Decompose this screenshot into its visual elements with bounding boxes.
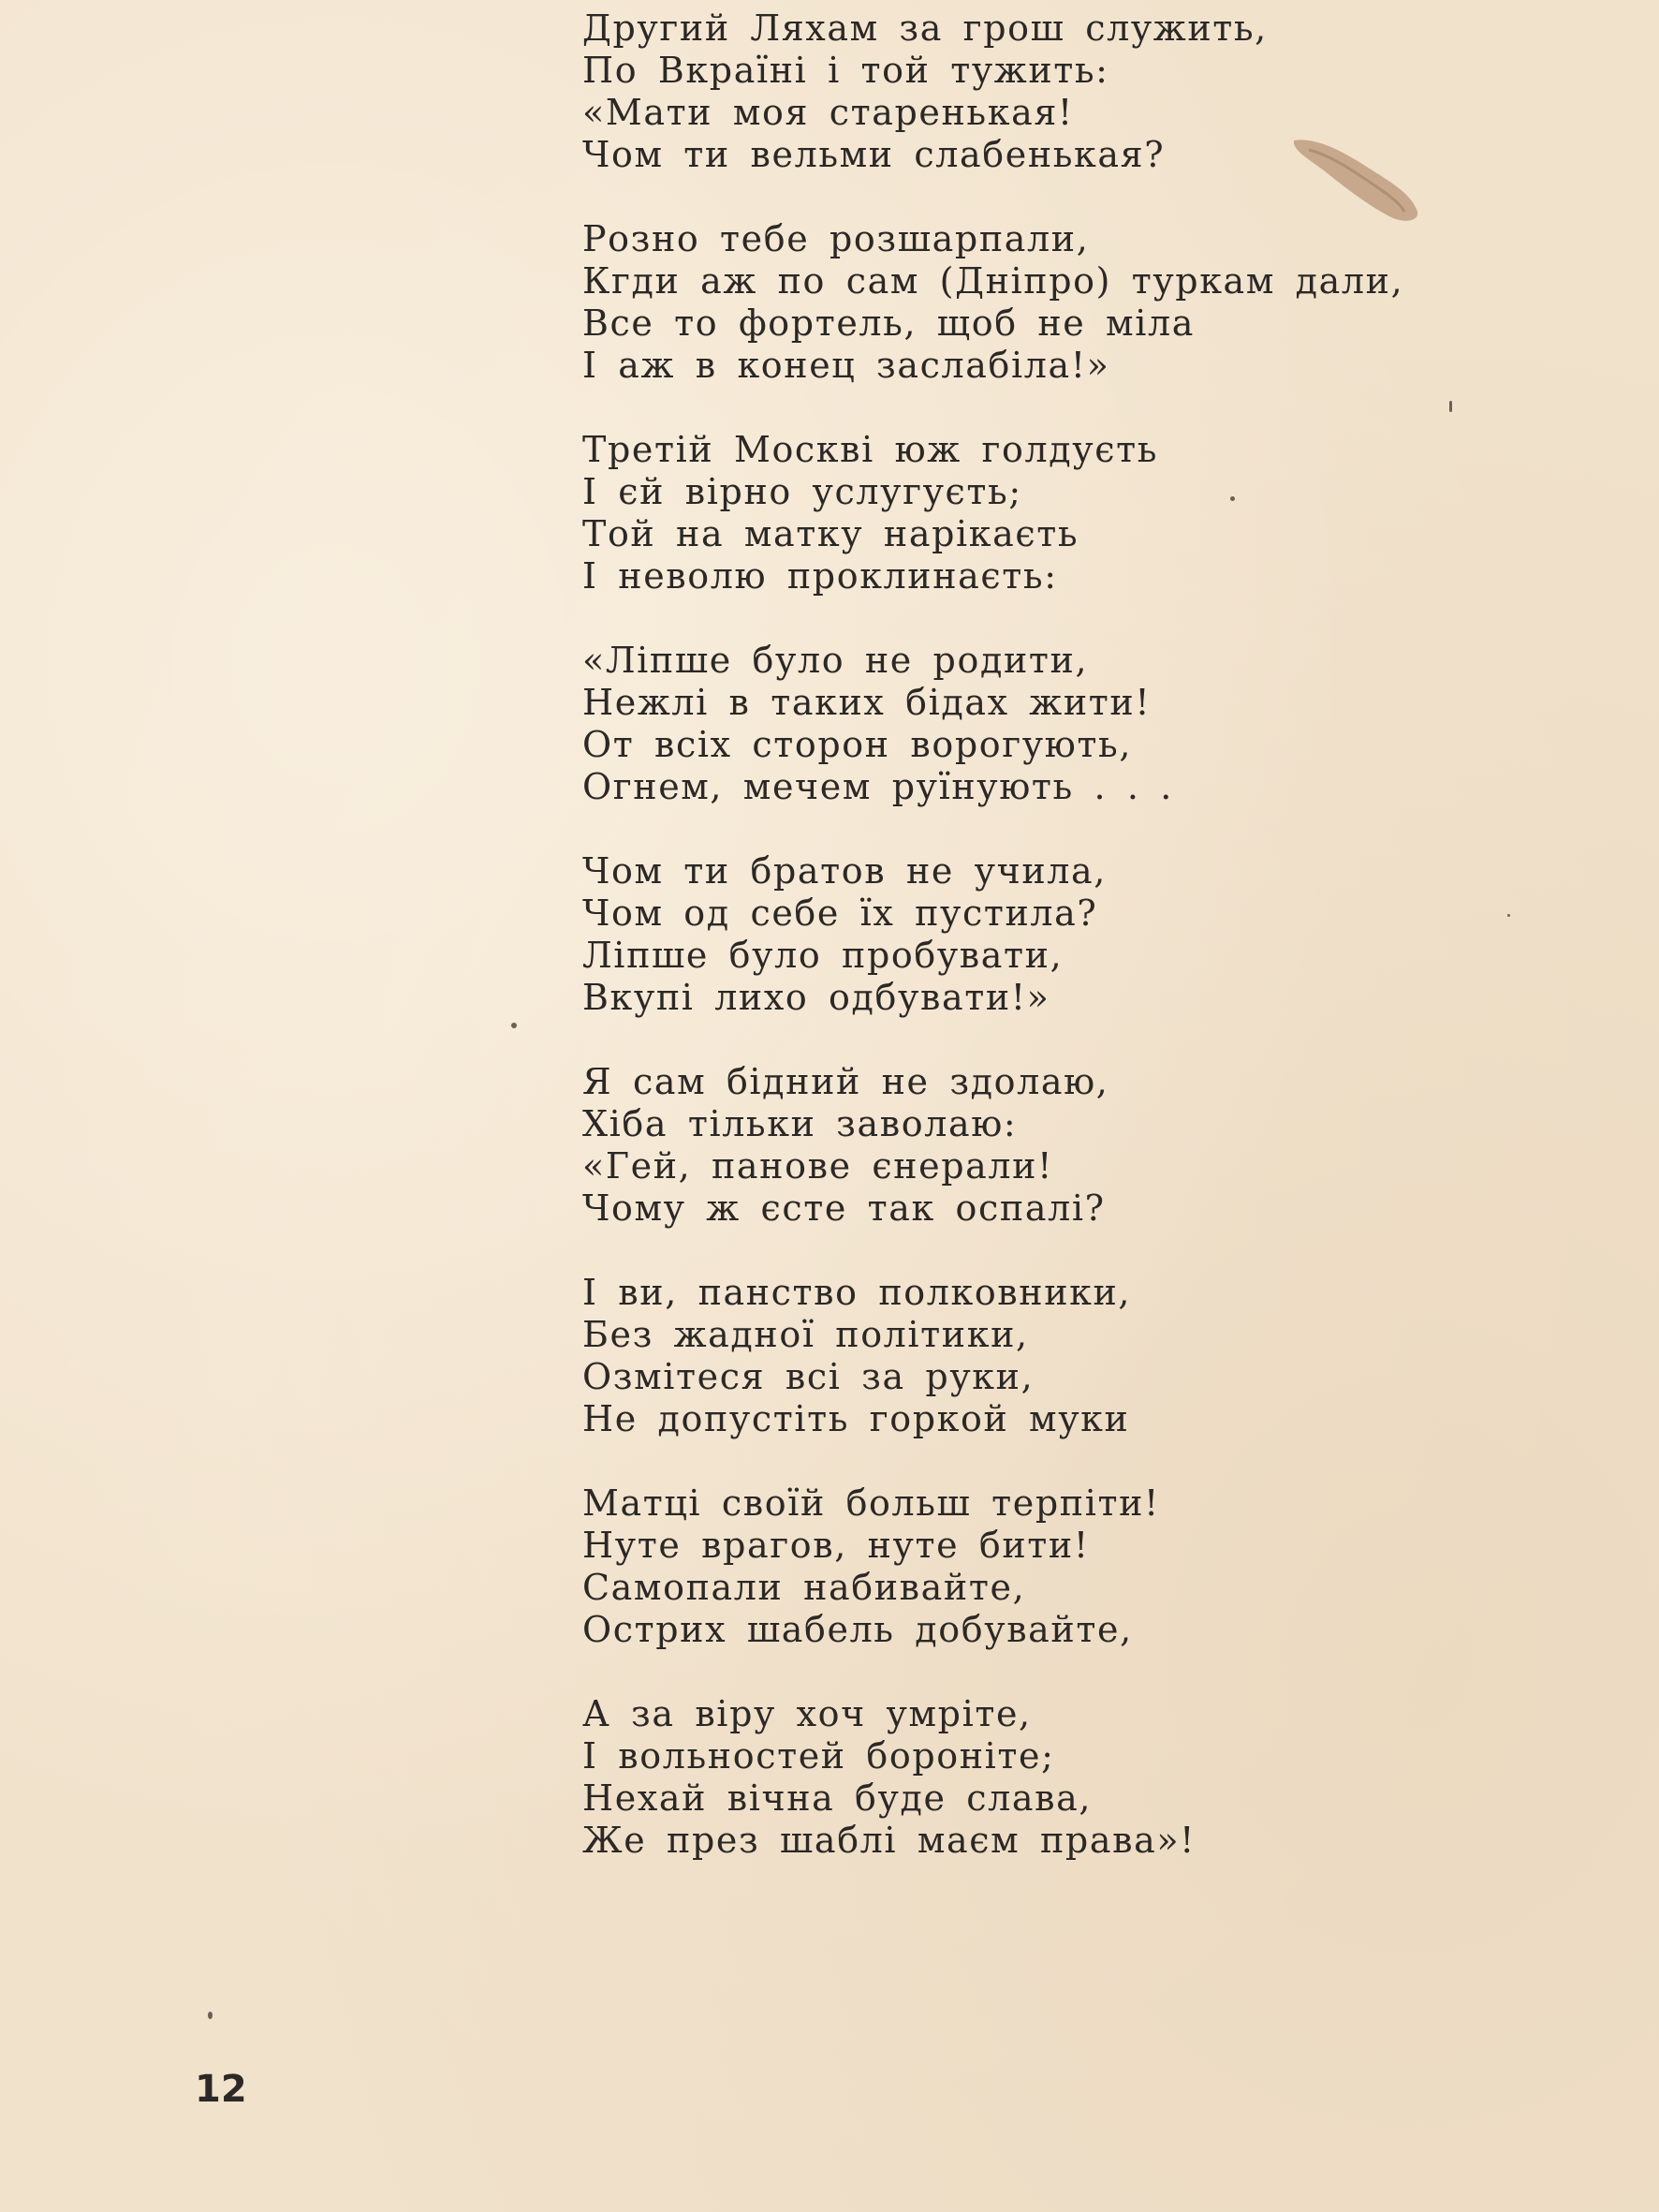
- stanza: [582, 1061, 1519, 1230]
- paper-speck: [511, 1023, 517, 1028]
- poem-line: Озмітеся всі за руки,: [582, 1356, 1035, 1397]
- poem-line: Чом ти вельми слабенькая?: [582, 134, 1166, 175]
- poem-line: «Мати моя старенькая!: [582, 92, 1074, 133]
- poem-line: Матці своїй больш терпіти!: [582, 1482, 1160, 1524]
- poem-line: Острих шабель добувайте,: [582, 1609, 1133, 1650]
- poem-line: Кгди аж по сам (Дніпро) туркам дали,: [582, 260, 1404, 302]
- poem-line: Той на матку нарікаєть: [582, 513, 1079, 554]
- poem-line: От всіх сторон ворогують,: [582, 724, 1133, 765]
- stanza: [582, 1693, 1519, 1862]
- poem-line: По Вкраїні і той тужить:: [582, 50, 1109, 91]
- paper-speck: [208, 2012, 213, 2019]
- poem-line: Я сам бідний не здолаю,: [582, 1061, 1109, 1102]
- poem-line: Хіба тільки заволаю:: [582, 1103, 1018, 1144]
- poem-line: Же през шаблі маєм права»!: [582, 1820, 1197, 1861]
- poem-line: І ви, панство полковники,: [582, 1272, 1132, 1313]
- poem: [582, 7, 1519, 1904]
- poem-line: І вольностей бороніте;: [582, 1735, 1055, 1777]
- poem-line: Другий Ляхам за грош служить,: [582, 7, 1268, 49]
- poem-line: Чому ж єсте так оспалі?: [582, 1187, 1106, 1229]
- poem-line: Нехай вічна буде слава,: [582, 1777, 1093, 1819]
- poem-line: Самопали набивайте,: [582, 1567, 1026, 1608]
- stanza: [582, 429, 1519, 597]
- stanza: [582, 7, 1519, 176]
- poem-line: Чом ти братов не учила,: [582, 850, 1107, 892]
- poem-line: І неволю проклинаєть:: [582, 555, 1058, 597]
- poem-line: Нуте врагов, нуте бити!: [582, 1525, 1090, 1566]
- poem-line: І аж в конец заслабіла!»: [582, 345, 1110, 386]
- poem-line: Вкупі лихо одбувати!»: [582, 977, 1050, 1018]
- poem-line: Все то фортель, щоб не міла: [582, 302, 1195, 344]
- stanza: [582, 1272, 1519, 1440]
- stanza: [582, 640, 1519, 808]
- stanza: [582, 850, 1519, 1019]
- poem-line: І єй вірно услугуєть;: [582, 471, 1022, 512]
- poem-line: Без жадної політики,: [582, 1314, 1029, 1355]
- poem-line: «Гей, панове єнерали!: [582, 1145, 1053, 1187]
- stanza: [582, 1482, 1519, 1651]
- poem-line: Розно тебе розшарпали,: [582, 218, 1090, 259]
- page-number: 12: [195, 2068, 247, 2111]
- poem-line: Ліпше було пробувати,: [582, 935, 1064, 976]
- poem-line: Нежлі в таких бідах жити!: [582, 682, 1152, 723]
- poem-line: Чом од себе їх пустила?: [582, 892, 1098, 934]
- poem-line: Не допустіть горкой муки: [582, 1398, 1130, 1439]
- poem-line: Огнем, мечем руїнують . . .: [582, 766, 1173, 807]
- poem-line: Третій Москві юж голдуєть: [582, 429, 1158, 470]
- stanza: [582, 218, 1519, 387]
- poem-line: А за віру хоч умріте,: [582, 1693, 1032, 1734]
- poem-line: «Ліпше було не родити,: [582, 640, 1089, 681]
